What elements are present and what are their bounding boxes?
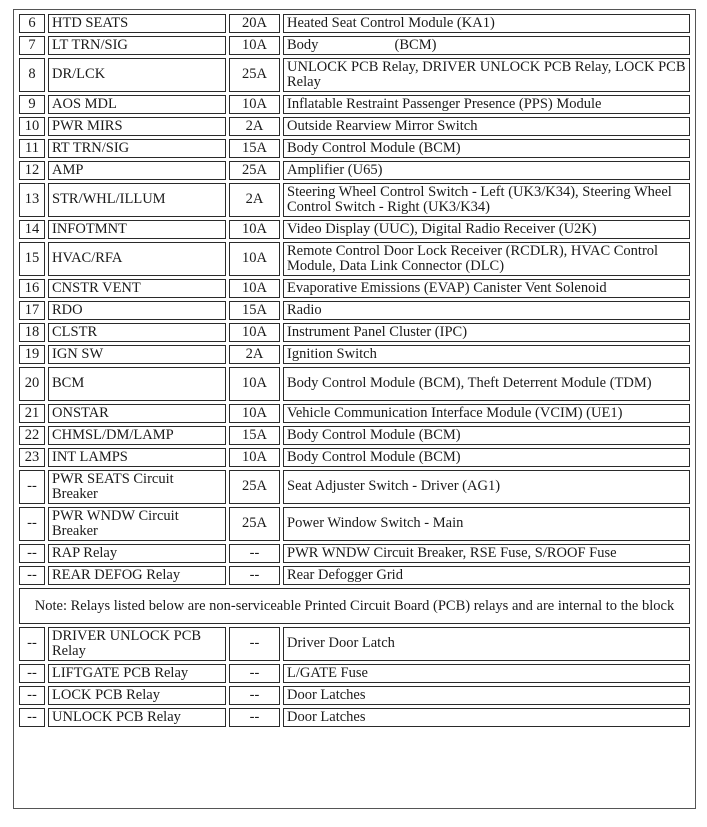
- fuse-amperage: 10A: [229, 95, 280, 114]
- relay-number: --: [19, 686, 45, 705]
- table-row: [19, 664, 690, 683]
- relay-amperage: --: [229, 627, 280, 661]
- fuse-description: Remote Control Door Lock Receiver (RCDLR), HVAC Control Module, Data Link Connector (DLC): [283, 242, 690, 276]
- fuse-name: RDO: [48, 301, 226, 320]
- fuse-amperage: 2A: [229, 183, 280, 217]
- table-row: [19, 279, 690, 298]
- fuse-amperage: 15A: [229, 139, 280, 158]
- relay-name: LIFTGATE PCB Relay: [48, 664, 226, 683]
- fuse-description: UNLOCK PCB Relay, DRIVER UNLOCK PCB Relay, LOCK PCB Relay: [283, 58, 690, 92]
- relay-amperage: --: [229, 686, 280, 705]
- fuse-amperage: 10A: [229, 323, 280, 342]
- table-row: [19, 686, 690, 705]
- fuse-number: 20: [19, 367, 45, 401]
- fuse-description: Amplifier (U65): [283, 161, 690, 180]
- fuse-amperage: 25A: [229, 507, 280, 541]
- fuse-number: 13: [19, 183, 45, 217]
- fuse-name: PWR MIRS: [48, 117, 226, 136]
- relay-description: L/GATE Fuse: [283, 664, 690, 683]
- fuse-description: Body Control Module (BCM), Theft Deterrent Module (TDM): [283, 367, 690, 401]
- fuse-number: 12: [19, 161, 45, 180]
- table-row: [19, 117, 690, 136]
- fuse-number: 16: [19, 279, 45, 298]
- fuse-name: REAR DEFOG Relay: [48, 566, 226, 585]
- fuse-amperage: --: [229, 566, 280, 585]
- table-row: [19, 161, 690, 180]
- fuse-amperage: 2A: [229, 117, 280, 136]
- fuse-description: Body Control Module (BCM): [283, 448, 690, 467]
- fuse-number: --: [19, 544, 45, 563]
- relay-number: --: [19, 664, 45, 683]
- fuse-description: Radio: [283, 301, 690, 320]
- fuse-description: Body Control Module (BCM): [283, 426, 690, 445]
- fuse-name: CNSTR VENT: [48, 279, 226, 298]
- table-row: [19, 323, 690, 342]
- fuse-description: Outside Rearview Mirror Switch: [283, 117, 690, 136]
- relay-description: Door Latches: [283, 686, 690, 705]
- fuse-amperage: 10A: [229, 36, 280, 55]
- relay-name: DRIVER UNLOCK PCB Relay: [48, 627, 226, 661]
- fuse-description: Steering Wheel Control Switch - Left (UK3/K34), Steering Wheel Control Switch - Right (UK3/K34): [283, 183, 690, 217]
- fuse-amperage: 20A: [229, 14, 280, 33]
- note-row: [19, 588, 690, 624]
- fuse-name: HTD SEATS: [48, 14, 226, 33]
- table-row: [19, 183, 690, 217]
- table-row: [19, 14, 690, 33]
- fuse-description: Seat Adjuster Switch - Driver (AG1): [283, 470, 690, 504]
- fuse-description: Rear Defogger Grid: [283, 566, 690, 585]
- fuse-name: INT LAMPS: [48, 448, 226, 467]
- table-row: [19, 470, 690, 504]
- table-row: [19, 220, 690, 239]
- fuse-amperage: 10A: [229, 448, 280, 467]
- fuse-name: AOS MDL: [48, 95, 226, 114]
- relay-amperage: --: [229, 664, 280, 683]
- fuse-name: PWR SEATS Circuit Breaker: [48, 470, 226, 504]
- fuse-number: 15: [19, 242, 45, 276]
- table-row: [19, 95, 690, 114]
- fuse-number: 8: [19, 58, 45, 92]
- table-row: [19, 139, 690, 158]
- table-row: [19, 36, 690, 55]
- fuse-amperage: 2A: [229, 345, 280, 364]
- fuse-amperage: 25A: [229, 161, 280, 180]
- fuse-name: PWR WNDW Circuit Breaker: [48, 507, 226, 541]
- fuse-name: CLSTR: [48, 323, 226, 342]
- fuse-name: IGN SW: [48, 345, 226, 364]
- fuse-amperage: 15A: [229, 301, 280, 320]
- table-row: [19, 367, 690, 401]
- relay-description: Door Latches: [283, 708, 690, 727]
- fuse-name: LT TRN/SIG: [48, 36, 226, 55]
- fuse-description: PWR WNDW Circuit Breaker, RSE Fuse, S/ROOF Fuse: [283, 544, 690, 563]
- relay-amperage: --: [229, 708, 280, 727]
- fuse-number: 10: [19, 117, 45, 136]
- fuse-description: Vehicle Communication Interface Module (VCIM) (UE1): [283, 404, 690, 423]
- table-row: [19, 426, 690, 445]
- fuse-name: AMP: [48, 161, 226, 180]
- fuse-number: 17: [19, 301, 45, 320]
- fuse-number: 14: [19, 220, 45, 239]
- fuse-number: --: [19, 470, 45, 504]
- table-row: [19, 301, 690, 320]
- table-row: [19, 345, 690, 364]
- fuse-description: Body Control Module (BCM): [283, 139, 690, 158]
- fuse-description: Ignition Switch: [283, 345, 690, 364]
- fuse-amperage: 10A: [229, 367, 280, 401]
- fuse-name: INFOTMNT: [48, 220, 226, 239]
- fuse-amperage: 25A: [229, 470, 280, 504]
- table-row: [19, 404, 690, 423]
- fuse-description: Evaporative Emissions (EVAP) Canister Vent Solenoid: [283, 279, 690, 298]
- fuse-name: STR/WHL/ILLUM: [48, 183, 226, 217]
- relay-description: Driver Door Latch: [283, 627, 690, 661]
- fuse-name: CHMSL/DM/LAMP: [48, 426, 226, 445]
- fuse-name: RT TRN/SIG: [48, 139, 226, 158]
- table-row: [19, 242, 690, 276]
- relay-name: LOCK PCB Relay: [48, 686, 226, 705]
- fuse-description: Heated Seat Control Module (KA1): [283, 14, 690, 33]
- fuse-amperage: 10A: [229, 404, 280, 423]
- fuse-amperage: --: [229, 544, 280, 563]
- table-row: [19, 448, 690, 467]
- table-row: [19, 566, 690, 585]
- fuse-number: --: [19, 566, 45, 585]
- fuse-number: 9: [19, 95, 45, 114]
- fuse-number: 22: [19, 426, 45, 445]
- fuse-description: Body (BCM): [283, 36, 690, 55]
- relay-note: Note: Relays listed below are non-serviceable Printed Circuit Board (PCB) relays and are internal to the block: [19, 588, 690, 624]
- relay-number: --: [19, 627, 45, 661]
- relay-number: --: [19, 708, 45, 727]
- fuse-number: 19: [19, 345, 45, 364]
- fuse-name: BCM: [48, 367, 226, 401]
- fuse-amperage: 15A: [229, 426, 280, 445]
- fuse-description: Video Display (UUC), Digital Radio Receiver (U2K): [283, 220, 690, 239]
- fuse-description: Instrument Panel Cluster (IPC): [283, 323, 690, 342]
- fuse-amperage: 25A: [229, 58, 280, 92]
- fuse-name: HVAC/RFA: [48, 242, 226, 276]
- table-row: [19, 708, 690, 727]
- table-row: [19, 544, 690, 563]
- fuse-number: 6: [19, 14, 45, 33]
- table-row: [19, 58, 690, 92]
- fuse-number: --: [19, 507, 45, 541]
- fuse-name: RAP Relay: [48, 544, 226, 563]
- fuse-number: 21: [19, 404, 45, 423]
- fuse-name: ONSTAR: [48, 404, 226, 423]
- table-row: [19, 627, 690, 661]
- fuse-number: 7: [19, 36, 45, 55]
- fuse-number: 18: [19, 323, 45, 342]
- fuse-description: Inflatable Restraint Passenger Presence (PPS) Module: [283, 95, 690, 114]
- fuse-amperage: 10A: [229, 242, 280, 276]
- fuse-number: 11: [19, 139, 45, 158]
- fuse-amperage: 10A: [229, 220, 280, 239]
- relay-name: UNLOCK PCB Relay: [48, 708, 226, 727]
- fuse-description: Power Window Switch - Main: [283, 507, 690, 541]
- fuse-table: [16, 11, 693, 730]
- fuse-number: 23: [19, 448, 45, 467]
- fuse-name: DR/LCK: [48, 58, 226, 92]
- fuse-amperage: 10A: [229, 279, 280, 298]
- table-row: [19, 507, 690, 541]
